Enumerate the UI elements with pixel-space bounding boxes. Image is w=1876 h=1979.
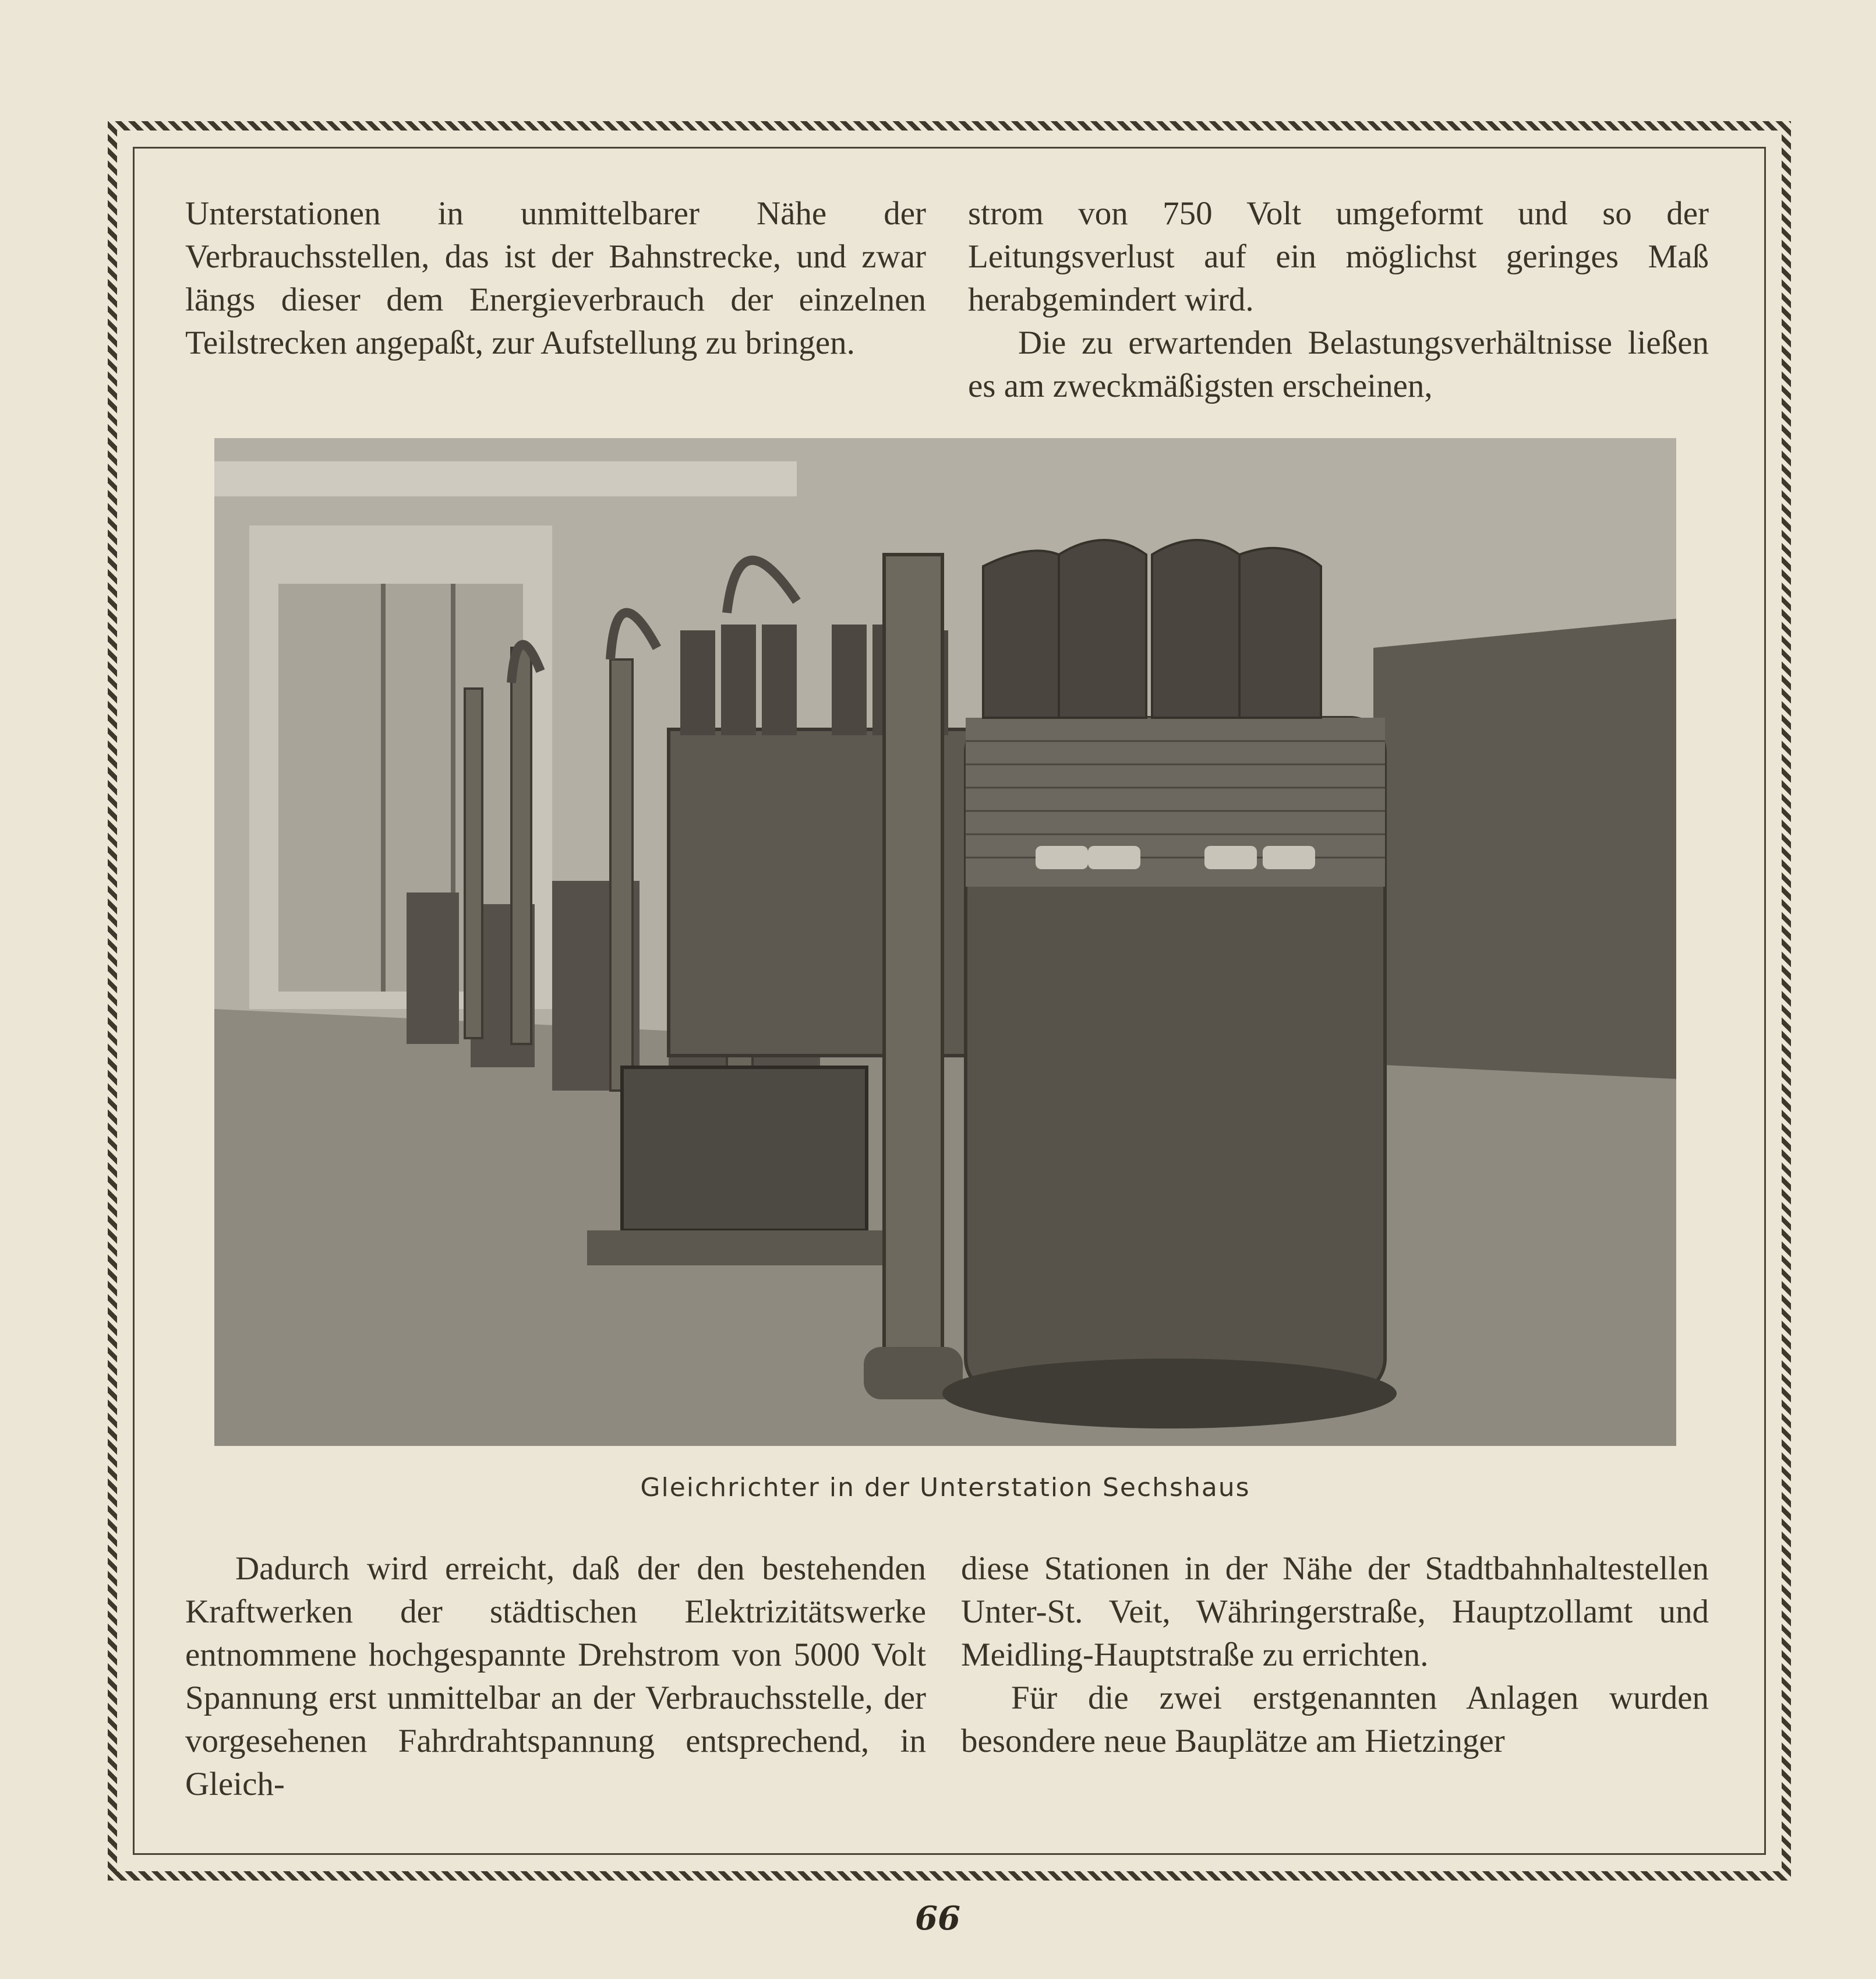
figure-caption: Gleichrichter in der Unterstation Sechshaus [640,1473,1250,1502]
text-column-bottom-left [185,1547,926,1806]
paragraph: Unterstationen in unmittelbarer Nähe der Verbrauchsstellen, das ist der Bahnstrecke, und zwar längs dieser dem Energieverbrauch der einzelnen Teilstrecken angepaßt, zur Aufstellung zu bringen. [185,195,926,361]
paragraph: strom von 750 Volt umgeformt und so der Leitungsverlust auf ein möglichst geringes Maß herabgemindert wird. [968,195,1709,318]
text-column-bottom-right [961,1547,1709,1763]
paragraph: Für die zwei erstgenannten Anlagen wurden besondere neue Bauplätze am Hietzinger [961,1680,1709,1759]
paragraph: diese Stationen in der Nähe der Stadtbahnhaltestellen Unter-St. Veit, Währingerstraße, Hauptzollamt und Meidling-Hauptstraße zu errichten. [961,1550,1709,1673]
paragraph: Die zu erwartenden Belastungsverhältnisse ließen es am zweckmäßigsten erscheinen, [968,324,1709,404]
paragraph: Dadurch wird erreicht, daß der den bestehenden Kraftwerken der städtischen Elektrizitätswerke entnommene hochgespannte Drehstrom von 5000 Volt Spannung erst unmittelbar an der Verbrauchsstelle, der vorgesehenen Fahrdrahtspannung entsprechend, in Gleich- [185,1550,926,1802]
photograph-rectifiers [214,438,1676,1446]
text-column-top-left [185,192,926,365]
page-number: 66 [915,1899,960,1938]
text-column-top-right [968,192,1709,408]
